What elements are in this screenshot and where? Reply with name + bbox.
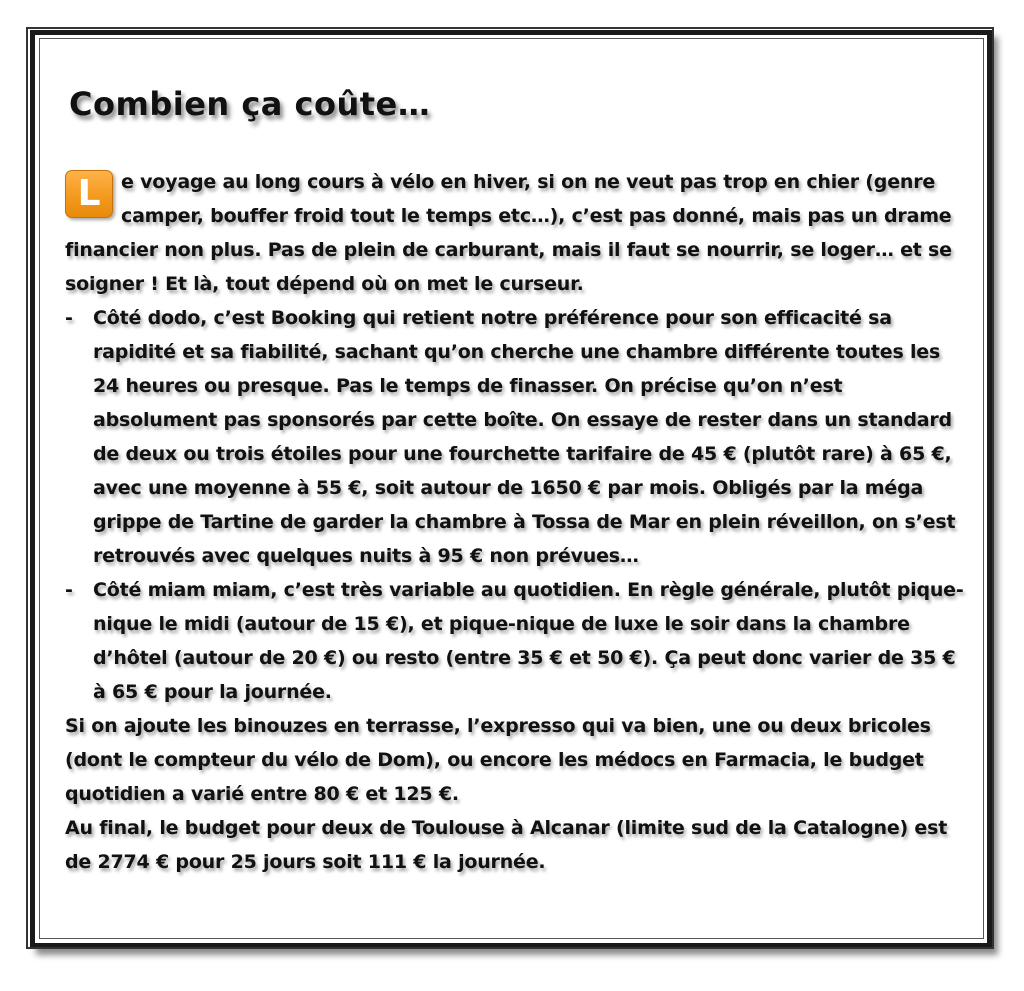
dash-bullet: - (65, 579, 73, 601)
article-title: Combien ça coûte… (69, 85, 431, 123)
lodging-text: Côté dodo, c’est Booking qui retient notre préférence pour son efficacité sa rapidité et sa fiabilité, sachant qu’on cherche une chambre différente toutes les 24 heures ou presque. Pas le temps de finasser. On précise qu’on n’est absolument pas sponsorés par cette boîte. On essaye de rester dans un standard de deux ou trois étoiles pour une fourchette tarifaire de 45 € (plutôt rare) à 65 €, avec une moyenne à 55 €, soit autour de 1650 € par mois. Obligés par la méga grippe de Tartine de garder la chambre à Tossa de Mar en plein réveillon, on s’est retrouvés avec quelques nuits à 95 € non prévues… (93, 307, 956, 567)
list-item-food (65, 573, 970, 709)
list-item-lodging (65, 301, 970, 573)
dash-bullet: - (65, 307, 73, 329)
drop-cap-badge: L (65, 170, 113, 218)
intro-text: e voyage au long cours à vélo en hiver, si on ne veut pas trop en chier (genre camper, bouffer froid tout le temps etc…), c’est pas donné, mais pas un drame financier non plus. Pas de plein de carburant, mais il faut se nourrir, se loger… et se soigner ! Et là, tout dépend où on met le curseur. (65, 171, 952, 295)
intro-paragraph (65, 165, 970, 301)
extras-paragraph: Si on ajoute les binouzes en terrasse, l’expresso qui va bien, une ou deux bricoles (dont le compteur du vélo de Dom), ou encore les médocs en Farmacia, le budget quotidien a varié entre 80 € et 125 €. (65, 715, 931, 805)
article-frame (30, 30, 992, 948)
article-body (65, 165, 970, 879)
food-text: Côté miam miam, c’est très variable au quotidien. En règle générale, plutôt pique-nique le midi (autour de 15 €), et pique-nique de luxe le soir dans la chambre d’hôtel (autour de 20 €) ou resto (entre 35 € et 50 €). Ça peut donc varier de 35 € à 65 € pour la journée. (93, 579, 964, 703)
total-paragraph: Au final, le budget pour deux de Toulouse à Alcanar (limite sud de la Catalogne) est de 2774 € pour 25 jours soit 111 € la journée. (65, 817, 948, 873)
